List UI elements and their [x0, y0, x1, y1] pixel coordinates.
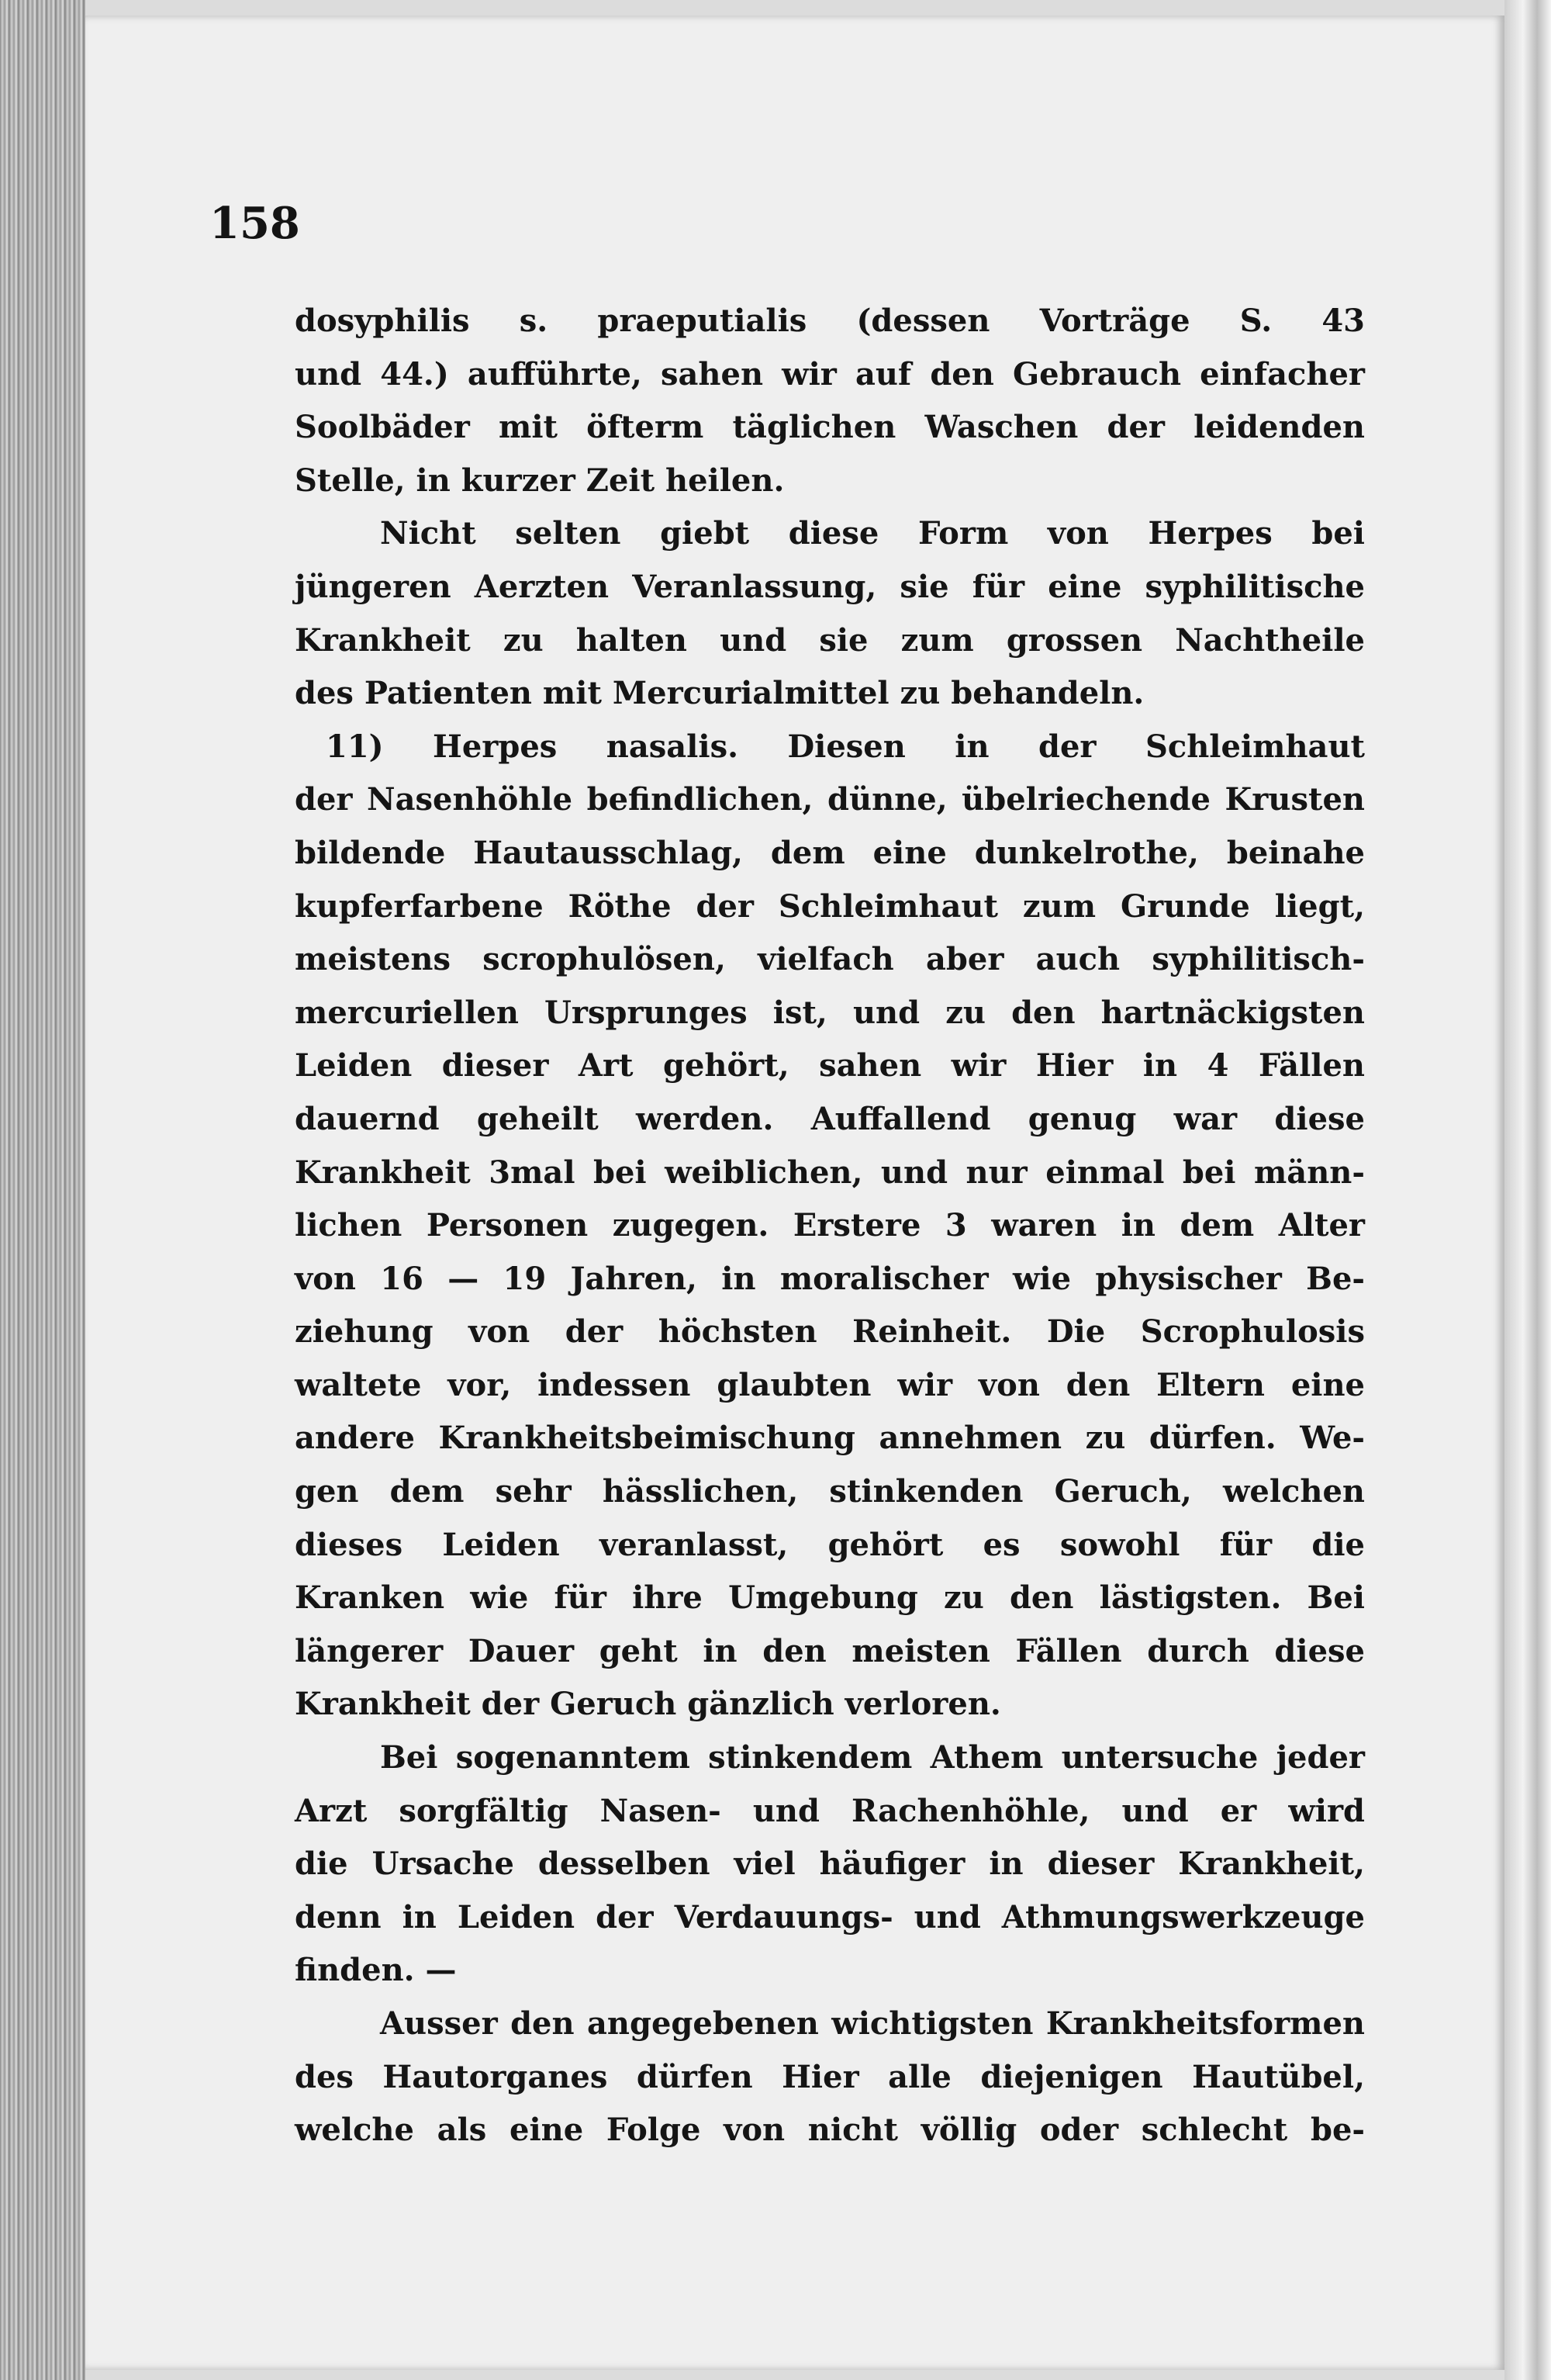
text-line: bildende Hautausschlag, dem eine dunkelrothe, beinahe	[295, 834, 1365, 871]
text-line: kupferfarbene Röthe der Schleimhaut zum Grunde liegt,	[295, 887, 1365, 925]
text-line: meistens scrophulösen, vielfach aber auch syphilitisch-	[295, 941, 1365, 978]
text-line: Krankheit 3mal bei weiblichen, und nur einmal bei männ-	[295, 1154, 1365, 1191]
book-binding	[0, 0, 85, 2380]
text-line: Arzt sorgfältig Nasen- und Rachenhöhle, und er wird	[295, 1792, 1365, 1829]
text-line: Stelle, in kurzer Zeit heilen.	[295, 462, 785, 499]
text-line: Kranken wie für ihre Umgebung zu den lästigsten. Bei	[295, 1579, 1365, 1617]
text-line: denn in Leiden der Verdauungs- und Athmungswerkzeuge	[295, 1898, 1365, 1935]
text-line: Ausser den angegebenen wichtigsten Krankheitsformen	[380, 2005, 1365, 2042]
text-line: längerer Dauer geht in den meisten Fällen durch diese	[295, 1632, 1365, 1669]
text-line: und 44.) aufführte, sahen wir auf den Gebrauch einfacher	[295, 355, 1365, 393]
text-line: Soolbäder mit öfterm täglichen Waschen der leidenden	[295, 409, 1365, 446]
text-line: des Hautorganes dürfen Hier alle diejenigen Hautübel,	[295, 2058, 1365, 2095]
text-line: mercuriellen Ursprunges ist, und zu den hartnäckigsten	[295, 994, 1365, 1031]
text-line: Leiden dieser Art gehört, sahen wir Hier in 4 Fällen	[295, 1047, 1365, 1084]
body-text	[295, 295, 1365, 2157]
text-line: des Patienten mit Mercurialmittel zu behandeln.	[295, 675, 1145, 712]
text-line: finden. —	[295, 1952, 457, 1989]
text-line: dieses Leiden veranlasst, gehört es sowohl für die	[295, 1526, 1365, 1563]
text-line: Bei sogenanntem stinkendem Athem untersuche jeder	[380, 1739, 1365, 1776]
text-line: andere Krankheitsbeimischung annehmen zu dürfen. We-	[295, 1420, 1365, 1457]
text-line: Nicht selten giebt diese Form von Herpes bei	[380, 515, 1365, 552]
text-line: waltete vor, indessen glaubten wir von den Eltern eine	[295, 1366, 1365, 1403]
text-line: 11) Herpes nasalis. Diesen in der Schleimhaut	[326, 728, 1365, 765]
text-line: welche als eine Folge von nicht völlig oder schlecht be-	[295, 2112, 1365, 2149]
page-edges	[1504, 0, 1551, 2380]
text-line: gen dem sehr hässlichen, stinkenden Geruch, welchen	[295, 1473, 1365, 1510]
text-line: von 16 — 19 Jahren, in moralischer wie physischer Be-	[295, 1260, 1365, 1297]
text-line: jüngeren Aerzten Veranlassung, sie für eine syphilitische	[295, 568, 1365, 605]
text-line: Krankheit zu halten und sie zum grossen Nachtheile	[295, 621, 1365, 659]
text-line: die Ursache desselben viel häufiger in dieser Krankheit,	[295, 1846, 1365, 1883]
text-line: dosyphilis s. praeputialis (dessen Vorträge S. 43	[295, 303, 1365, 339]
text-line: dauernd geheilt werden. Auffallend genug war diese	[295, 1100, 1365, 1137]
text-line: Krankheit der Geruch gänzlich verloren.	[295, 1686, 1001, 1723]
text-line: der Nasenhöhle befindlichen, dünne, übelriechende Krusten	[295, 781, 1365, 818]
text-line: lichen Personen zugegen. Erstere 3 waren in dem Alter	[295, 1207, 1365, 1244]
page-number: 158	[209, 198, 300, 249]
text-line: ziehung von der höchsten Reinheit. Die Scrophulosis	[295, 1313, 1365, 1351]
